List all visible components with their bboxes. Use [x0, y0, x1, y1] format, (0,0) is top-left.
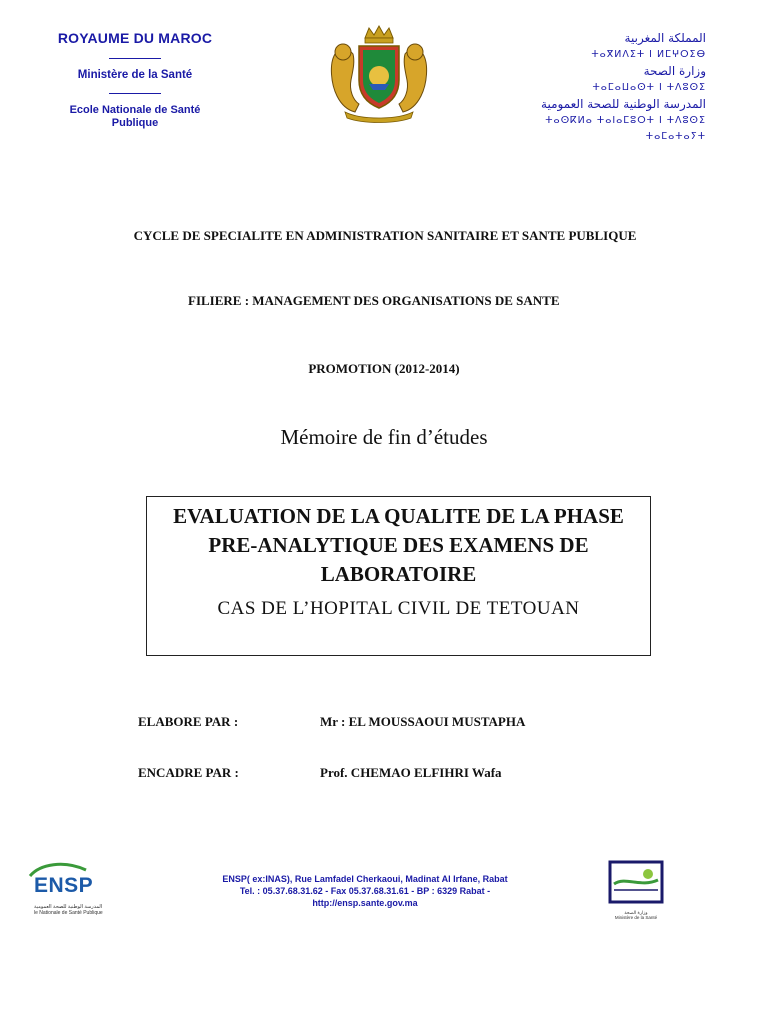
moroccan-coat-of-arms-icon — [325, 24, 433, 124]
ensp-logo-caption — [34, 904, 103, 916]
filiere-heading: FILIERE : MANAGEMENT DES ORGANISATIONS DE SANTE — [188, 293, 560, 308]
ensp-logo-caption-fr: le Nationale de Santé Publique — [34, 910, 103, 916]
thesis-title-box — [146, 496, 651, 656]
elabore-value: Mr : EL MOUSSAOUI MUSTAPHA — [320, 714, 526, 729]
ensp-logo-caption-ar: المدرسة الوطنية للصحة العمومية — [34, 904, 103, 910]
ministry-logo-caption — [600, 910, 672, 920]
ministry-name-tifinagh: ⵜⴰⵎⴰⵡⴰⵙⵜ ⵏ ⵜⴷⵓⵙⵉ — [592, 81, 706, 93]
memoire-heading: Mémoire de fin d’études — [280, 425, 488, 449]
ensp-logo-icon — [24, 862, 116, 930]
encadre-label: ENCADRE PAR : — [138, 765, 239, 780]
ministry-logo-caption-ar: وزارة الصحة — [624, 910, 648, 915]
elabore-label: ELABORE PAR : — [138, 714, 239, 729]
ministry-of-health-logo-icon — [600, 858, 672, 924]
website-link[interactable]: http://ensp.sante.gov.ma — [312, 898, 418, 908]
thesis-subtitle: CAS DE L’HOPITAL CIVIL DE TETOUAN — [217, 598, 580, 619]
kingdom-name: ROYAUME DU MAROC — [57, 30, 213, 46]
header-left — [50, 30, 220, 130]
ensp-logo-text: ENSP — [34, 874, 94, 897]
footer-address — [220, 873, 510, 909]
encadre-value: Prof. CHEMAO ELFIHRI Wafa — [320, 765, 502, 780]
contact-line: Tel. : 05.37.68.31.62 - Fax 05.37.68.31.61 - BP : 6329 Rabat - — [239, 886, 491, 896]
header-right — [506, 30, 706, 146]
ministry-name: Ministère de la Santé — [77, 69, 193, 81]
divider — [109, 58, 161, 59]
ministry-name-arabic: وزارة الصحة — [643, 64, 706, 78]
ministry-logo-caption-fr: Ministère de la Santé — [614, 915, 658, 920]
kingdom-name-arabic: المملكة المغربية — [624, 31, 706, 45]
promotion-heading: PROMOTION (2012-2014) — [308, 361, 460, 376]
kingdom-name-tifinagh: ⵜⴰⴳⵍⴷⵉⵜ ⵏ ⵍⵎⵖⵔⵉⴱ — [591, 48, 706, 60]
divider — [109, 93, 161, 94]
cycle-heading: CYCLE DE SPECIALITE EN ADMINISTRATION SANITAIRE ET SANTE PUBLIQUE — [133, 228, 637, 243]
school-name-tifinagh: ⵜⴰⵙⴽⵍⴰ ⵜⴰⵏⴰⵎⵓⵔⵜ ⵏ ⵜⴷⵓⵙⵉ ⵜⴰⵎⴰⵜⴰⵢⵜ — [545, 114, 706, 142]
school-name-arabic: المدرسة الوطنية للصحة العمومية — [541, 97, 706, 111]
school-name: Ecole Nationale de Santé Publique — [69, 104, 201, 129]
thesis-title: EVALUATION DE LA QUALITE DE LA PHASE PRE-ANALYTIQUE DES EXAMENS DE LABORATOIRE — [173, 504, 624, 586]
address-line: ENSP( ex:INAS), Rue Lamfadel Cherkaoui, Madinat Al Irfane, Rabat — [222, 874, 508, 884]
